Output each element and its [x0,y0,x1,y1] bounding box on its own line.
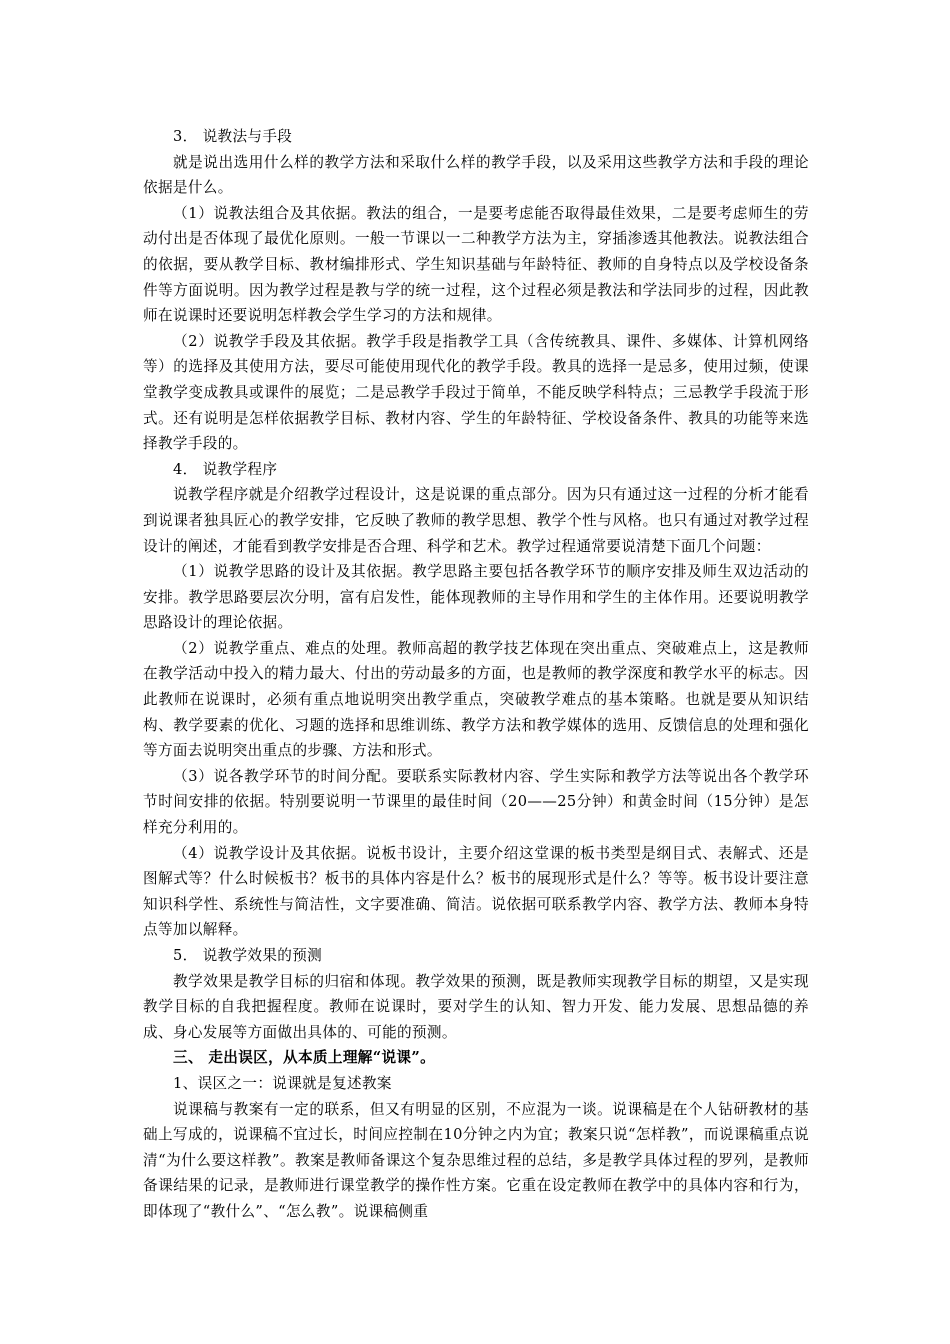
paragraph: 说课稿与教案有一定的联系，但又有明显的区别，不应混为一谈。说课稿是在个人钻研教材的基础上写成的，说课稿不宜过长，时间应控制在10分钟之内为宜；教案只说“怎样教”，而说课稿重点说清“为什么要这样教”。教案是教师备课这个复杂思维过程的总结，多是教学具体过程的罗列，是教师备课结果的记录，是教师进行课堂教学的操作性方案。它重在设定教师在教学中的具体内容和行为，即体现了“教什么”、“怎么教”。说课稿侧重 [143,1100,809,1220]
paragraph: （3）说各教学环节的时间分配。要联系实际教材内容、学生实际和教学方法等说出各个教学环节时间安排的依据。特别要说明一节课里的最佳时间（20——25分钟）和黄金时间（15分钟）是怎样充分利用的。 [143,767,809,837]
paragraph: （2）说教学重点、难点的处理。教师高超的教学技艺体现在突出重点、突破难点上，这是教师在教学活动中投入的精力最大、付出的劳动最多的方面，也是教师的教学深度和教学水平的标志。因此教师在说课时，必须有重点地说明突出教学重点，突破教学难点的基本策略。也就是要从知识结构、教学要素的优化、习题的选择和思维训练、教学方法和教学媒体的选用、反馈信息的处理和强化等方面去说明突出重点的步骤、方法和形式。 [143,639,809,760]
paragraph: （4）说教学设计及其依据。说板书设计，主要介绍这堂课的板书类型是纲目式、表解式、还是图解式等？什么时候板书？板书的具体内容是什么？板书的展现形式是什么？等等。板书设计要注意知识科学性、系统性与简洁性，文字要准确、简洁。说依据可联系教学内容、教学方法、教师本身特点等加以解释。 [143,844,809,939]
paragraph: 教学效果是教学目标的归宿和体现。教学效果的预测，既是教师实现教学目标的期望，又是实现教学目标的自我把握程度。教师在说课时，要对学生的认知、智力开发、能力发展、思想品德的养成、身心发展等方面做出具体的、可能的预测。 [143,972,809,1041]
paragraph: （1）说教学思路的设计及其依据。教学思路主要包括各教学环节的顺序安排及师生双边活动的安排。教学思路要层次分明，富有启发性，能体现教师的主导作用和学生的主体作用。还要说明教学思路设计的理论依据。 [143,563,809,632]
paragraph: （2）说教学手段及其依据。教学手段是指教学工具（含传统教具、课件、多媒体、计算机网络等）的选择及其使用方法，要尽可能使用现代化的教学手段。教具的选择一是忌多，使用过频，使课堂教学变成教具或课件的展览；二是忌教学手段过于简单，不能反映学科特点；三忌教学手段流于形式。还有说明是怎样依据教学目标、教材内容、学生的年龄特征、学校设备条件、教具的功能等来选择教学手段的。 [143,332,809,453]
section-heading-4: 4． 说教学程序 [173,460,278,478]
paragraph: 就是说出选用什么样的教学方法和采取什么样的教学手段，以及采用这些教学方法和手段的理论依据是什么。 [143,153,809,197]
chapter-heading-3: 三、 走出误区，从本质上理解“说课”。 [173,1049,436,1067]
paragraph: （1）说教法组合及其依据。教法的组合，一是要考虑能否取得最佳效果，二是要考虑师生的劳动付出是否体现了最优化原则。一般一节课以一二种教学方法为主，穿插渗透其他教法。说教法组合的依据，要从教学目标、教材编排形式、学生知识基础与年龄特征、教师的自身特点以及学校设备条件等方面说明。因为教学过程是教与学的统一过程，这个过程必须是教法和学法同步的过程，因此教师在说课时还要说明怎样教会学生学习的方法和规律。 [143,204,809,325]
document-body [143,124,809,1225]
section-heading-3: 3． 说教法与手段 [173,128,293,145]
paragraph: 说教学程序就是介绍教学过程设计，这是说课的重点部分。因为只有通过这一过程的分析才能看到说课者独具匠心的教学安排，它反映了教师的教学思想、教学个性与风格。也只有通过对教学过程设计的阐述，才能看到教学安排是否合理、科学和艺术。教学过程通常要说清楚下面几个问题： [143,486,809,555]
section-heading-5: 5． 说教学效果的预测 [173,947,323,964]
subsection-heading: 1、误区之一：说课就是复述教案 [173,1074,392,1092]
